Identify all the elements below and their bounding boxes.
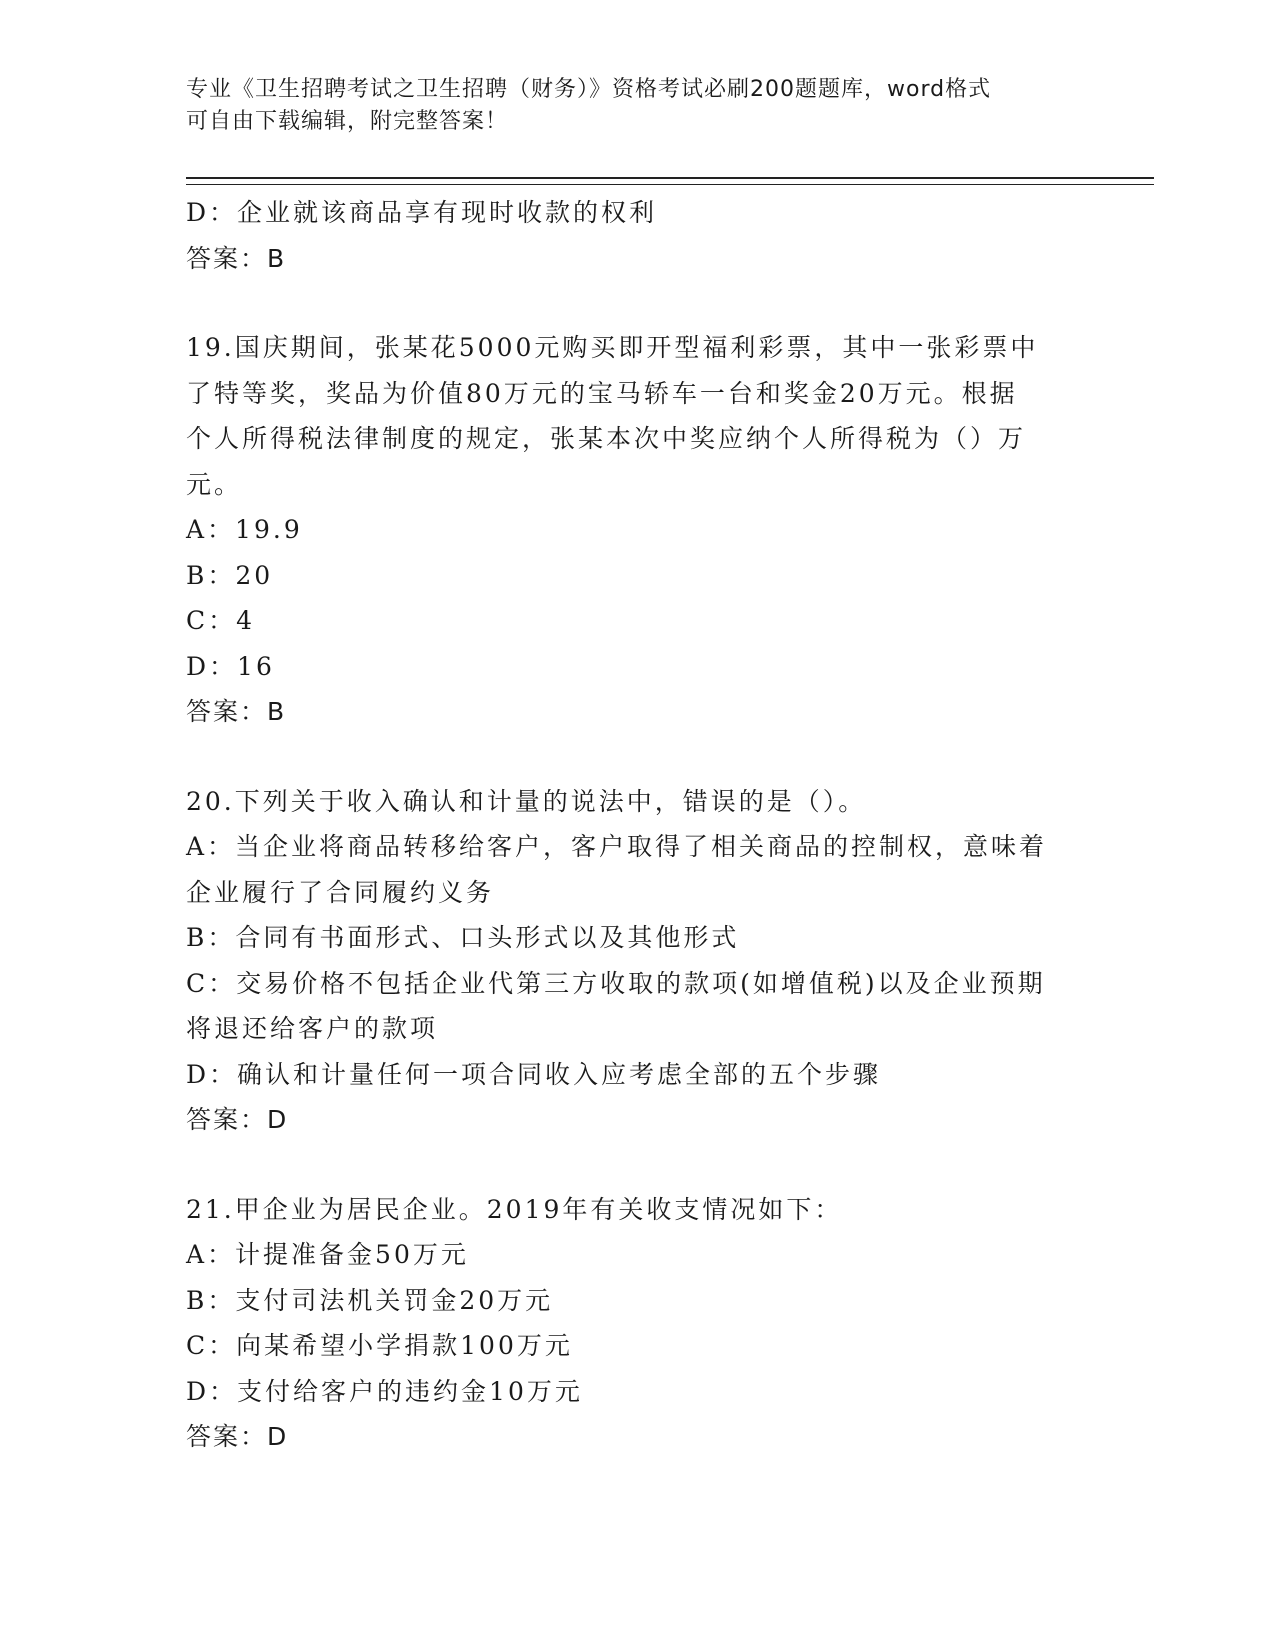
option-d: D：企业就该商品享有现时收款的权利 [186,198,658,227]
question-stem-line: 21.甲企业为居民企业。2019年有关收支情况如下： [186,1194,843,1224]
option-c: C：向某希望小学捐款100万元 [186,1331,573,1360]
header-divider [186,177,1154,185]
document-header [186,74,1086,138]
question-20 [186,779,1086,1143]
document-body [186,190,1086,1460]
option-c-continued: 将退还给客户的款项 [186,1014,439,1043]
option-a: A：计提准备金50万元 [186,1240,469,1269]
header-title-line-2: 可自由下载编辑，附完整答案！ [186,109,509,134]
question-stem-line: 20.下列关于收入确认和计量的说法中，错误的是（）。 [186,786,867,816]
option-d: D：确认和计量任何一项合同收入应考虑全部的五个步骤 [186,1059,882,1089]
answer-line: 答案：D [186,1105,289,1134]
option-d: D：支付给客户的违约金10万元 [186,1376,583,1406]
question-stem-line: 了特等奖，奖品为价值80万元的宝马轿车一台和奖金20万元。根据 [186,378,1018,408]
option-b: B：支付司法机关罚金20万元 [186,1285,554,1315]
question-18-tail [186,190,1086,281]
question-stem-line: 个人所得税法律制度的规定，张某本次中奖应纳个人所得税为（）万 [186,424,1027,453]
question-stem-line: 19.国庆期间，张某花5000元购买即开型福利彩票，其中一张彩票中 [186,333,1039,362]
answer-line: 答案：D [186,1422,289,1451]
question-21 [186,1187,1086,1460]
header-title-line-1: 专业《卫生招聘考试之卫生招聘（财务）》资格考试必刷200题题库，word格式 [186,77,992,102]
answer-line: 答案：B [186,697,287,726]
option-c: C：交易价格不包括企业代第三方收取的款项(如增值税)以及企业预期 [186,968,1046,998]
question-19 [186,325,1086,735]
question-stem-line: 元。 [186,469,243,499]
option-d: D：16 [186,651,275,681]
option-a: A：19.9 [186,515,303,544]
option-a: A：当企业将商品转移给客户，客户取得了相关商品的控制权，意味着 [186,832,1048,861]
option-c: C：4 [186,606,256,635]
option-b: B：20 [186,560,274,590]
answer-line: 答案：B [186,243,287,273]
option-b: B：合同有书面形式、口头形式以及其他形式 [186,923,740,952]
option-a-continued: 企业履行了合同履约义务 [186,877,495,907]
